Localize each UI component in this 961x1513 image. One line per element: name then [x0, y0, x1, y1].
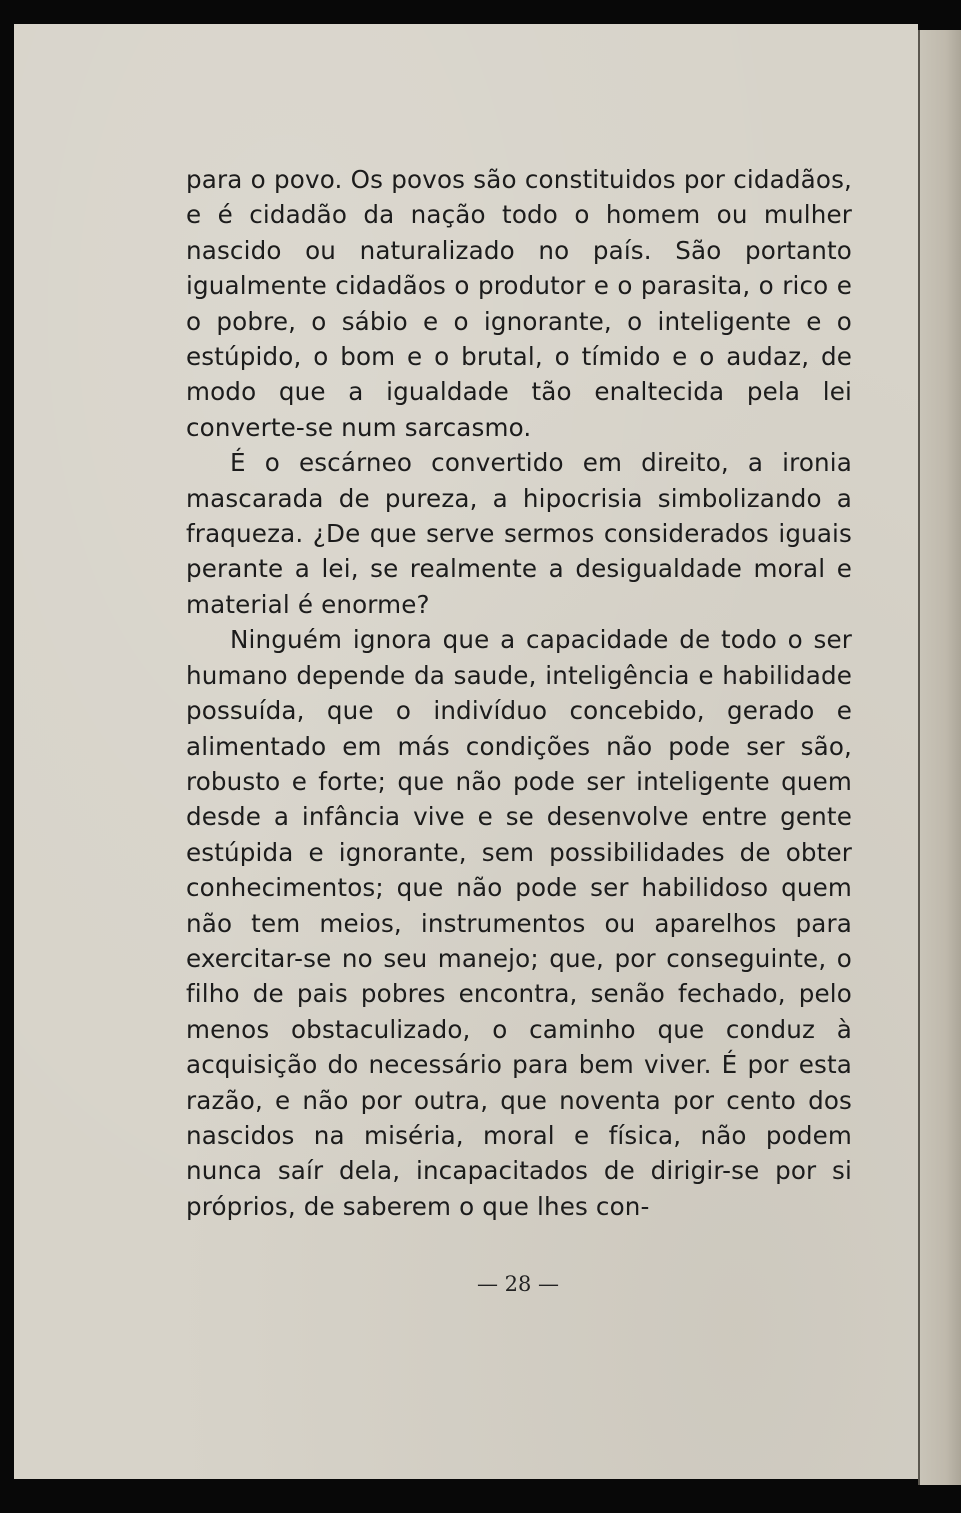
paragraph-3: Ninguém ignora que a capacidade de todo o ser humano depende da saude, inteligência e habilidade possuída, que o indivíduo concebido, gerado e alimentado em más condições não pode ser são, robusto e forte; que não pode ser inteligente quem desde a infância vive e se desenvolve entre gente estúpida e ignorante, sem possibilidades de obter conhecimentos; que não pode ser habilidoso quem não tem meios, instrumentos ou aparelhos para exercitar-se no seu manejo; que, por conseguinte, o filho de pais pobres encontra, senão fechado, pelo menos obstaculizado, o caminho que conduz à acquisição do necessário para bem viver. É por esta razão, e não por outra, que noventa por cento dos nascidos na miséria, moral e física, não podem nunca saír dela, incapacitados de dirigir-se por si próprios, de saberem o que lhes con- [186, 625, 852, 1221]
adjacent-page-edge [918, 30, 961, 1485]
page-number: — 28 — [476, 1272, 560, 1296]
paragraph-1: para o povo. Os povos são constituidos por cidadãos, e é cidadão da nação todo o homem ou mulher nascido ou naturalizado no país. São portanto igualmente cidadãos o produtor e o parasita, o rico e o pobre, o sábio e o ignorante, o inteligente e o estúpido, o bom e o brutal, o tímido e o audaz, de modo que a igualdade tão enaltecida pela lei converte-se num sarcasmo. [186, 165, 852, 442]
paragraph-2: É o escárneo convertido em direito, a ironia mascarada de pureza, a hipocrisia simbolizando a fraqueza. ¿De que serve sermos considerados iguais perante a lei, se realmente a desigualdade moral e material é enorme? [186, 448, 852, 619]
body-text [186, 162, 852, 1224]
